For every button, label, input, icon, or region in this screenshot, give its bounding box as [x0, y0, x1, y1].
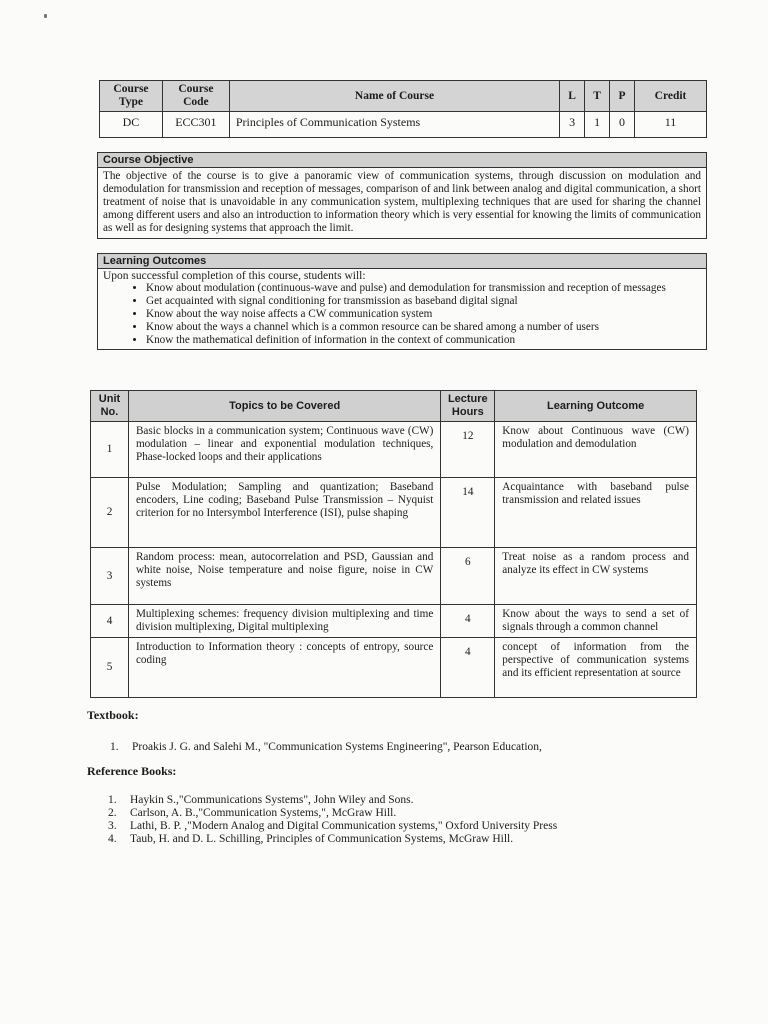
- hours-cell: 14: [441, 478, 495, 548]
- textbook-number: 1.: [110, 741, 119, 753]
- textbook-entry: Proakis J. G. and Salehi M., "Communication Systems Engineering", Pearson Education,: [132, 741, 542, 753]
- reference-entry: Lathi, B. P. ,"Modern Analog and Digital Communication systems," Oxford University Press: [130, 820, 558, 832]
- list-item: [110, 741, 710, 754]
- reference-entry: Taub, H. and D. L. Schilling, Principles of Communication Systems, McGraw Hill.: [130, 833, 514, 845]
- textbook-heading: Textbook:: [87, 708, 139, 722]
- reference-entry: Haykin S.,"Communications Systems", John Wiley and Sons.: [130, 794, 414, 806]
- unit-cell: 2: [91, 478, 129, 548]
- outcome-cell: concept of information from the perspective of communication systems and its efficient representation at source: [495, 638, 697, 698]
- topic-cell: Random process: mean, autocorrelation and PSD, Gaussian and white noise, Noise temperature and noise figure, noise in CW systems: [128, 548, 440, 605]
- hours-cell: 4: [441, 638, 495, 698]
- syllabus-header-row: [91, 391, 697, 422]
- syllabus-table: [90, 390, 697, 698]
- list-item: [108, 794, 708, 807]
- l-header: L: [560, 81, 585, 112]
- topic-cell: Basic blocks in a communication system; Continuous wave (CW) modulation – linear and exponential modulation techniques, Phase-locked loops and their applications: [128, 422, 440, 478]
- outcome-item: • Know about modulation (continuous-wave and pulse) and demodulation for transmission and reception of messages: [146, 282, 700, 295]
- p-header: P: [610, 81, 635, 112]
- unit-cell: 4: [91, 605, 129, 638]
- outcome-item: • Know about the ways a channel which is a common resource can be shared among a number of users: [146, 321, 700, 334]
- learning-outcomes-heading: Learning Outcomes: [98, 254, 706, 269]
- list-item: [108, 833, 708, 846]
- p-value: 0: [610, 112, 635, 138]
- course-objective-heading: Course Objective: [98, 153, 706, 168]
- t-header: T: [585, 81, 610, 112]
- topic-cell: Multiplexing schemes: frequency division multiplexing and time division multiplexing, Digital multiplexing: [128, 605, 440, 638]
- table-row: [91, 638, 697, 698]
- outcome-cell: Know about Continuous wave (CW) modulation and demodulation: [495, 422, 697, 478]
- reference-books-heading: Reference Books:: [87, 764, 177, 778]
- reference-number: 1.: [108, 794, 117, 806]
- course-code-header: Course Code: [162, 81, 229, 112]
- course-header-row: [100, 81, 707, 112]
- outcome-cell: Acquaintance with baseband pulse transmission and related issues: [495, 478, 697, 548]
- l-value: 3: [560, 112, 585, 138]
- scan-speck: [44, 14, 47, 18]
- course-code-value: ECC301: [162, 112, 229, 138]
- course-name-header: Name of Course: [229, 81, 559, 112]
- hours-header: Lecture Hours: [441, 391, 495, 422]
- course-data-row: [100, 112, 707, 138]
- table-row: [91, 478, 697, 548]
- learning-outcomes-intro: Upon successful completion of this course, students will:: [103, 270, 366, 282]
- topic-cell: Introduction to Information theory : concepts of entropy, source coding: [128, 638, 440, 698]
- reference-number: 3.: [108, 820, 117, 832]
- hours-cell: 6: [441, 548, 495, 605]
- topic-cell: Pulse Modulation; Sampling and quantization; Baseband encoders, Line coding; Baseband Pulse Transmission – Nyquist criterion for no Intersymbol Interference (ISI), pulse shaping: [128, 478, 440, 548]
- outcome-item: • Know the mathematical definition of information in the context of communication: [146, 334, 700, 347]
- reference-number: 2.: [108, 807, 117, 819]
- outcome-item: • Get acquainted with signal conditioning for transmission as baseband digital signal: [146, 295, 700, 308]
- table-row: [91, 548, 697, 605]
- course-type-value: DC: [100, 112, 163, 138]
- reference-books-list: [108, 794, 708, 846]
- course-objective-box: [97, 152, 707, 239]
- unit-header: Unit No.: [91, 391, 129, 422]
- unit-cell: 5: [91, 638, 129, 698]
- course-name-value: Principles of Communication Systems: [229, 112, 559, 138]
- outcome-item: • Know about the way noise affects a CW communication system: [146, 308, 700, 321]
- hours-cell: 12: [441, 422, 495, 478]
- list-item: [108, 820, 708, 833]
- textbook-list: [110, 741, 710, 754]
- unit-cell: 3: [91, 548, 129, 605]
- t-value: 1: [585, 112, 610, 138]
- course-type-header: Course Type: [100, 81, 163, 112]
- table-row: [91, 422, 697, 478]
- course-info-table: [99, 80, 707, 138]
- table-row: [91, 605, 697, 638]
- reference-number: 4.: [108, 833, 117, 845]
- course-objective-text: The objective of the course is to give a panoramic view of communication systems, through discussion on modulation and demodulation for transmission and reception of messages, comparison of and link between analog and digital communication, a short treatment of noise that is unavoidable in any communication system, multiplexing techniques that are used for sharing the channel among different users and also an introduction to information theory which is very essential for knowing the limits of communication as well as for designing systems that approach the limit.: [103, 170, 701, 234]
- topics-header: Topics to be Covered: [128, 391, 440, 422]
- outcome-header: Learning Outcome: [495, 391, 697, 422]
- credit-value: 11: [635, 112, 707, 138]
- list-item: [108, 807, 708, 820]
- hours-cell: 4: [441, 605, 495, 638]
- learning-outcomes-list: [98, 282, 706, 349]
- credit-header: Credit: [635, 81, 707, 112]
- outcome-cell: Know about the ways to send a set of signals through a common channel: [495, 605, 697, 638]
- reference-entry: Carlson, A. B.,"Communication Systems,", McGraw Hill.: [130, 807, 397, 819]
- unit-cell: 1: [91, 422, 129, 478]
- learning-outcomes-box: [97, 253, 707, 350]
- outcome-cell: Treat noise as a random process and analyze its effect in CW systems: [495, 548, 697, 605]
